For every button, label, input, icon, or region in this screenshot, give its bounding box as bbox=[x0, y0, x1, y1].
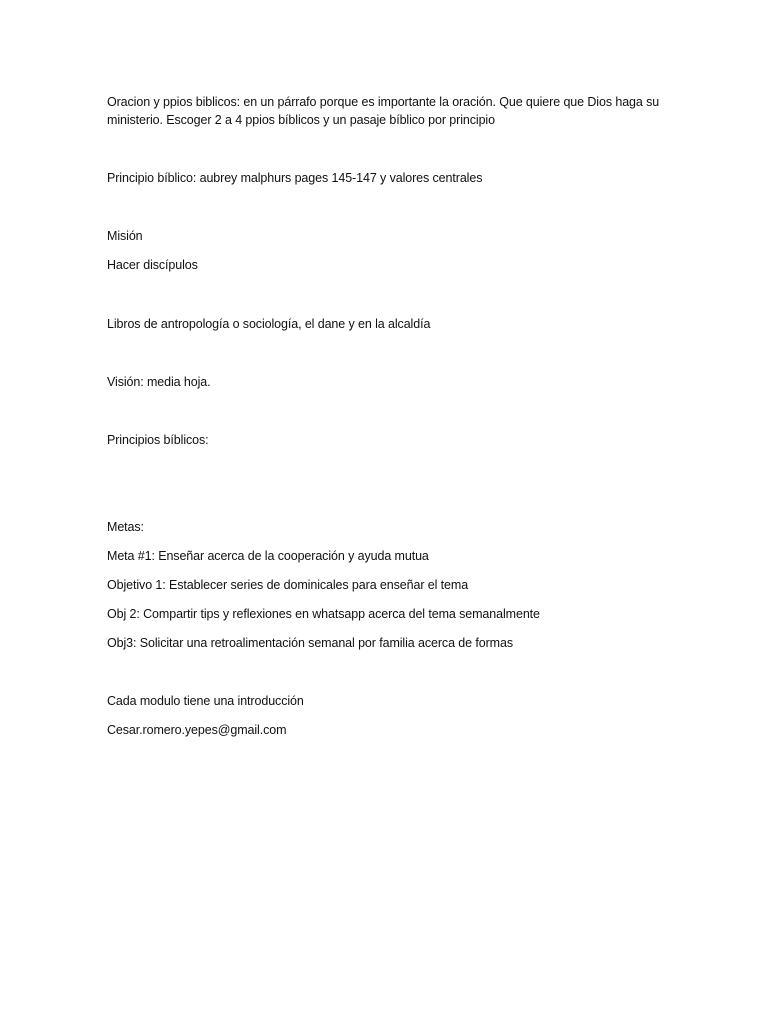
email-line: Cesar.romero.yepes@gmail.com bbox=[107, 723, 287, 737]
obj2-line: Obj 2: Compartir tips y reflexiones en whatsapp acerca del tema semanalmente bbox=[107, 607, 540, 621]
objetivo1-line: Objetivo 1: Establecer series de dominicales para enseñar el tema bbox=[107, 578, 469, 592]
intro-paragraph: Oracion y ppios biblicos: en un párrafo porque es importante la oración. Que quiere que Dios haga su ministerio. Escoger 2 a 4 ppios bíblicos y un pasaje bíblico por principio bbox=[107, 95, 660, 127]
mision-text: Hacer discípulos bbox=[107, 258, 198, 272]
mision-heading: Misión bbox=[107, 229, 143, 243]
modulo-line: Cada modulo tiene una introducción bbox=[107, 694, 304, 708]
metas-heading: Metas: bbox=[107, 520, 144, 534]
principios-line: Principios bíblicos: bbox=[107, 433, 209, 447]
libros-line: Libros de antropología o sociología, el dane y en la alcaldía bbox=[107, 317, 431, 331]
principio-line: Principio bíblico: aubrey malphurs pages 145-147 y valores centrales bbox=[107, 171, 483, 185]
obj3-line: Obj3: Solicitar una retroalimentación semanal por familia acerca de formas bbox=[107, 636, 513, 650]
vision-line: Visión: media hoja. bbox=[107, 375, 211, 389]
meta1-line: Meta #1: Enseñar acerca de la cooperación y ayuda mutua bbox=[107, 549, 429, 563]
